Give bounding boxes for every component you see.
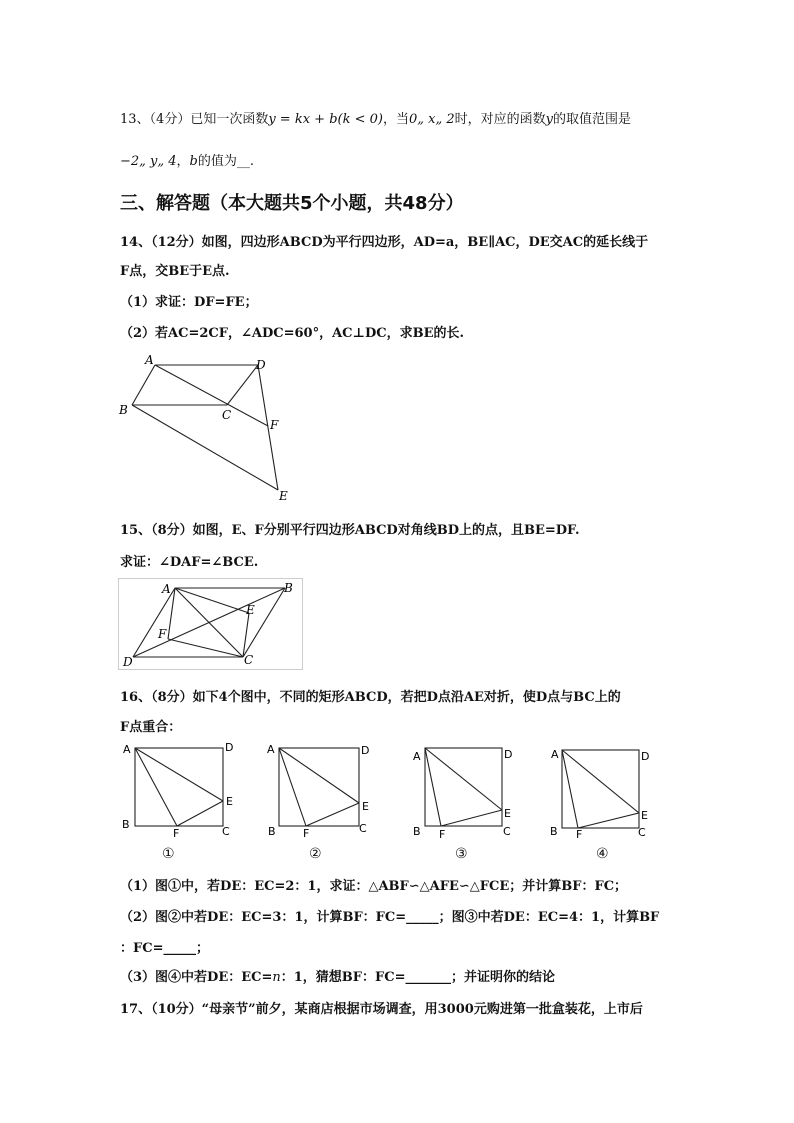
q15-line2: 求证：∠DAF=∠BCE. [120,555,259,570]
q16-fig1-label-A: A [123,743,131,756]
q16-sub2b: ：FC=_____； [120,941,209,956]
q14-label-B: B [119,403,128,417]
q16-fig4-label-A: A [551,748,559,761]
q16-fig1-label-E: E [226,795,233,808]
q14-line4: （2）若AC=2CF，∠ADC=60°，AC⊥DC，求BE的长. [120,326,465,341]
q15-label-F: F [158,627,167,641]
q14-figure [110,350,310,510]
q16-sub3-suffix: ：1，猜想BF：FC=_______；并证明你的结论 [280,970,555,985]
q16-fig4-label-F: F [576,828,583,840]
q16-sub1: （1）图①中，若DE：EC=2：1，求证：△ABF∽△AFE∽△FCE；并计算BF：FC； [120,879,628,894]
q14-label-C: C [222,408,232,422]
q13-y: y [545,112,553,127]
q16-figure-2 [262,738,387,840]
q15-label-B: B [284,581,293,595]
q14-line1: 14、（12分）如图，四边形ABCD为平行四边形，AD=a，BE∥AC，DE交AC的延长线于 [120,235,649,250]
q15-label-E: E [246,603,255,617]
q13-b: b [189,154,198,169]
q14-label-D: D [256,358,266,372]
q13-prefix: 13、（4分）已知一次函数 [120,112,269,127]
q16-fig4-label-B: B [550,825,558,838]
q16-sub2a: （2）图②中若DE：EC=3：1，计算BF：FC=_____；图③中若DE：EC=4：1，计算BF [120,910,660,925]
q13-condition: 0„ x„ 2 [408,112,455,127]
q14-label-A: A [145,353,154,367]
q13-line2 [120,150,254,169]
section-heading: 三、解答题（本大题共5个小题，共48分） [120,193,464,214]
q16-fig3-label-B: B [413,825,421,838]
q16-figure-4 [547,738,672,840]
q16-fig-label-3: ③ [455,846,468,862]
q15-label-C: C [244,653,254,667]
q16-fig3-label-F: F [439,828,446,840]
q16-sub3-prefix: （3）图④中若DE：EC= [120,970,273,985]
q16-fig4-label-D: D [641,750,650,763]
q13-line2-mid: ， [176,154,190,169]
q16-fig-label-2: ② [309,846,322,862]
q16-figure-1 [118,738,243,840]
q13-function: y = kx + b(k < 0) [268,112,383,127]
q15-label-D: D [123,655,133,669]
q16-fig2-label-A: A [267,743,275,756]
q16-fig4-label-E: E [641,809,648,822]
q15-label-A: A [162,582,171,596]
q16-fig3-label-C: C [503,825,511,838]
q16-fig2-label-F: F [303,827,310,840]
q13-line2-end: 的值为__. [197,154,254,169]
q13-tail: 的取值范围是 [552,112,631,127]
q13-mid: ，当 [382,112,409,127]
q13-suffix: 时，对应的函数 [454,112,546,127]
q16-fig3-label-A: A [413,750,421,763]
q16-line1: 16、（8分）如下4个图中，不同的矩形ABCD，若把D点沿AE对折，使D点与BC上的 [120,690,621,705]
q14-label-E: E [279,489,288,503]
q16-fig1-label-D: D [225,741,234,754]
q16-line2: F点重合： [120,720,182,735]
q16-fig-label-4: ④ [596,846,609,862]
q13-range: −2„ y„ 4 [120,154,177,169]
q14-line3: （1）求证：DF=FE； [120,295,258,310]
q16-fig1-label-F: F [173,827,180,840]
q16-sub3 [120,966,555,985]
q16-fig3-label-E: E [504,807,511,820]
q16-figure-3 [408,738,533,840]
q15-line1: 15、（8分）如图，E、F分别平行四边形ABCD对角线BD上的点，且BE=DF. [120,523,580,538]
q16-fig2-label-D: D [361,744,370,757]
q16-sub3-n: n [272,970,281,985]
q16-fig2-label-C: C [359,822,367,835]
q15-figure [118,578,303,670]
q17-line1: 17、（10分）“母亲节”前夕，某商店根据市场调查，用3000元购进第一批盒装花，上市后 [120,1002,643,1017]
q16-fig2-label-E: E [362,800,369,813]
q16-fig1-label-B: B [122,818,130,831]
q16-fig-label-1: ① [162,846,175,862]
q16-fig3-label-D: D [504,748,513,761]
q16-fig1-label-C: C [222,825,230,838]
q14-line2: F点，交BE于E点. [120,264,230,279]
q14-label-F: F [270,418,279,432]
q13-line1 [120,108,631,127]
q16-fig2-label-B: B [268,825,276,838]
q16-fig4-label-C: C [638,826,646,839]
